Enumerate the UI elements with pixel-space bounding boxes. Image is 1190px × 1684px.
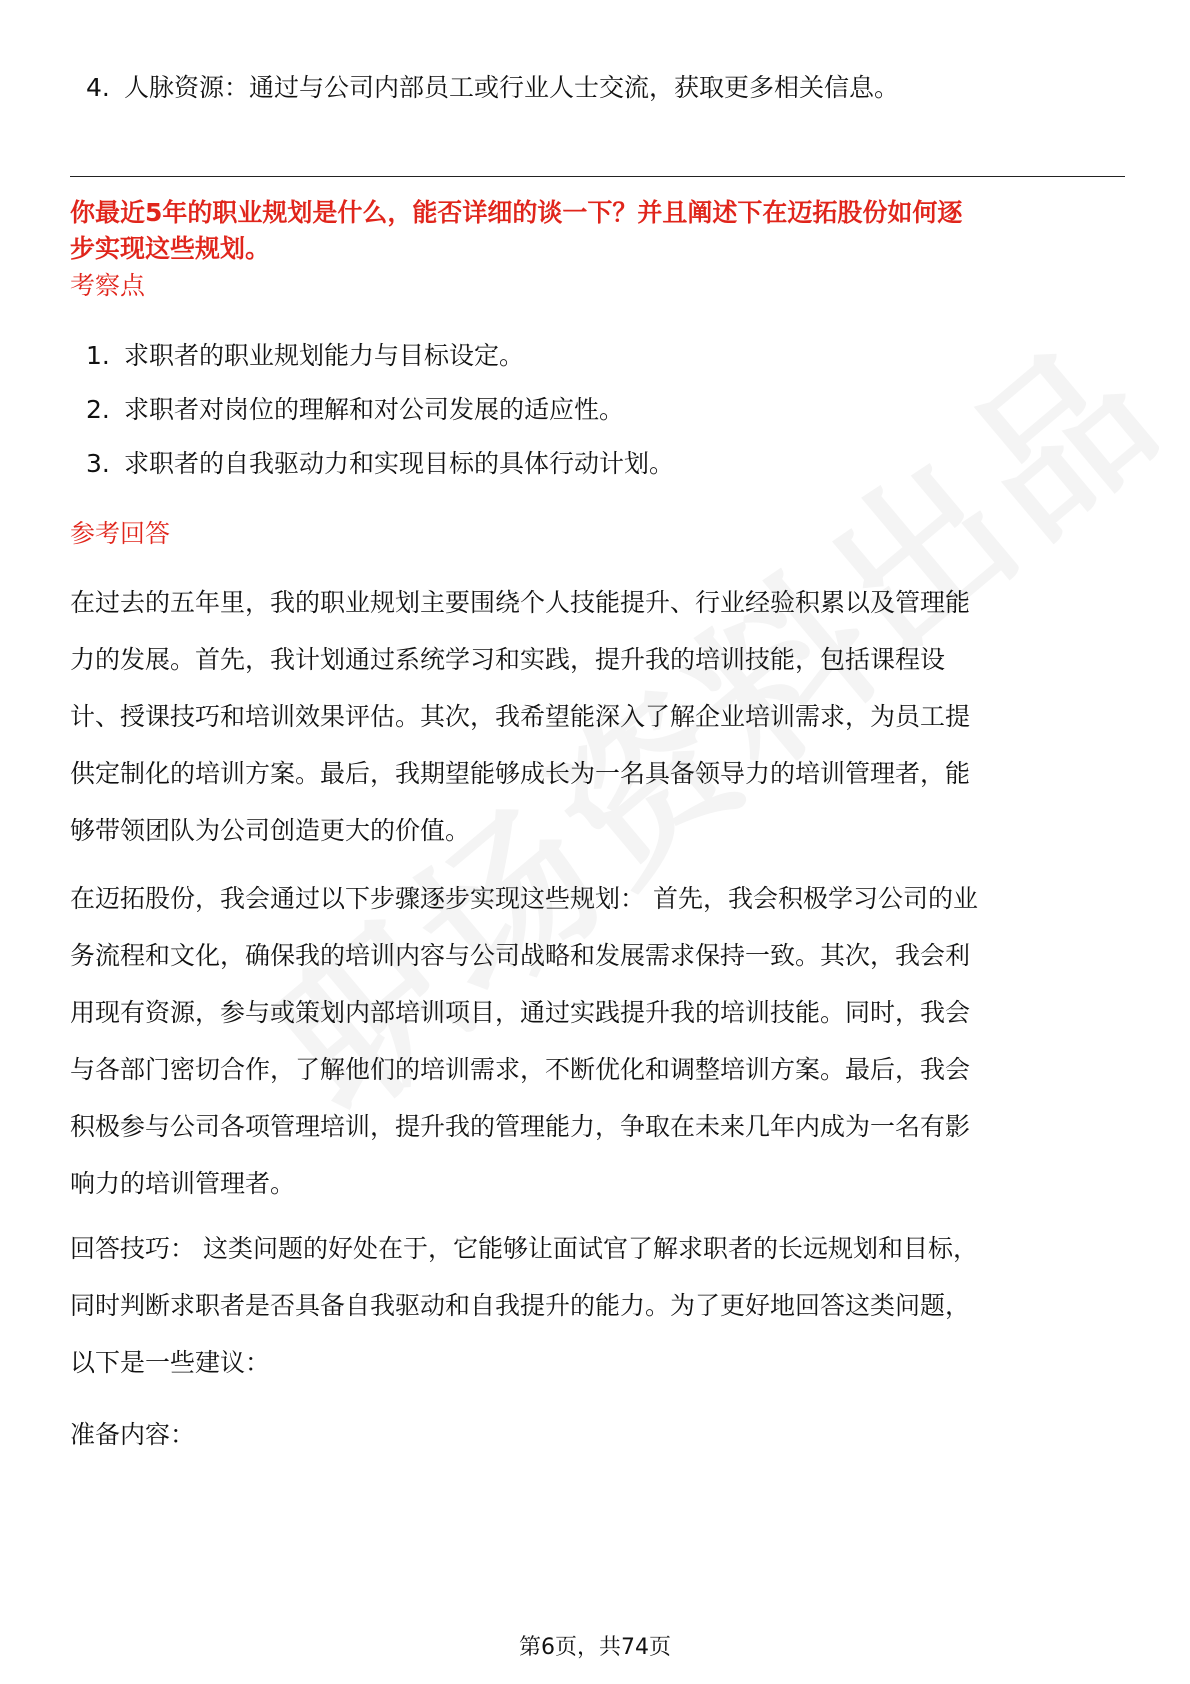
focus-item-number: 2. [86,395,110,424]
answer-tips [70,1220,1130,1391]
paragraph-line: 够带领团队为公司创造更大的价值。 [70,816,471,845]
paragraph-line: 响力的培训管理者。 [70,1169,296,1198]
paragraph-line: 在过去的五年里，我的职业规划主要围绕个人技能提升、行业经验积累以及管理能 [70,588,971,617]
paragraph-line: 同时判断求职者是否具备自我驱动和自我提升的能力。为了更好地回答这类问题， [70,1291,971,1320]
focus-item-text: 求职者对岗位的理解和对公司发展的适应性。 [124,395,625,424]
page-number: 第6页，共74页 [519,1635,671,1660]
paragraph-line: 用现有资源，参与或策划内部培训项目，通过实践提升我的培训技能。同时，我会 [70,998,971,1027]
question-line-1: 你最近5年的职业规划是什么，能否详细的谈一下？并且阐述下在迈拓股份如何逐 [70,198,963,227]
paragraph-line: 计、授课技巧和培训效果评估。其次，我希望能深入了解企业培训需求，为员工提 [70,702,971,731]
paragraph-line: 在迈拓股份，我会通过以下步骤逐步实现这些规划： 首先，我会积极学习公司的业 [70,884,978,913]
answer-paragraph-1 [70,574,1130,859]
paragraph-line: 力的发展。首先，我计划通过系统学习和实践，提升我的培训技能，包括课程设 [70,645,946,674]
question-line-2: 步实现这些规划。 [70,234,271,263]
focus-item-text: 求职者的自我驱动力和实现目标的具体行动计划。 [124,449,675,478]
paragraph-line: 务流程和文化，确保我的培训内容与公司战略和发展需求保持一致。其次，我会利 [70,941,971,970]
paragraph-line: 供定制化的培训方案。最后，我期望能够成长为一名具备领导力的培训管理者，能 [70,759,971,788]
focus-item [86,446,674,482]
list-item-number: 4. [86,73,110,102]
paragraph-line: 与各部门密切合作，了解他们的培训需求，不断优化和调整培训方案。最后，我会 [70,1055,971,1084]
paragraph-line: 以下是一些建议： [70,1348,271,1377]
focus-item [86,392,624,428]
answer-paragraph-2 [70,870,1130,1212]
prep-label [70,1406,1130,1463]
focus-item [86,338,524,374]
focus-item-number: 1. [86,341,110,370]
focus-heading: 考察点 [70,271,146,300]
paragraph-line: 积极参与公司各项管理培训，提升我的管理能力，争取在未来几年内成为一名有影 [70,1112,971,1141]
paragraph-line: 回答技巧： 这类问题的好处在于，它能够让面试官了解求职者的长远规划和目标， [70,1234,978,1263]
focus-item-text: 求职者的职业规划能力与目标设定。 [124,341,525,370]
list-item-previous [86,70,899,106]
interview-question [70,195,1130,267]
answer-heading: 参考回答 [70,519,171,548]
focus-item-number: 3. [86,449,110,478]
list-item-text: 人脉资源：通过与公司内部员工或行业人士交流，获取更多相关信息。 [124,73,900,102]
paragraph-line: 准备内容： [70,1420,196,1449]
section-divider [70,176,1125,177]
